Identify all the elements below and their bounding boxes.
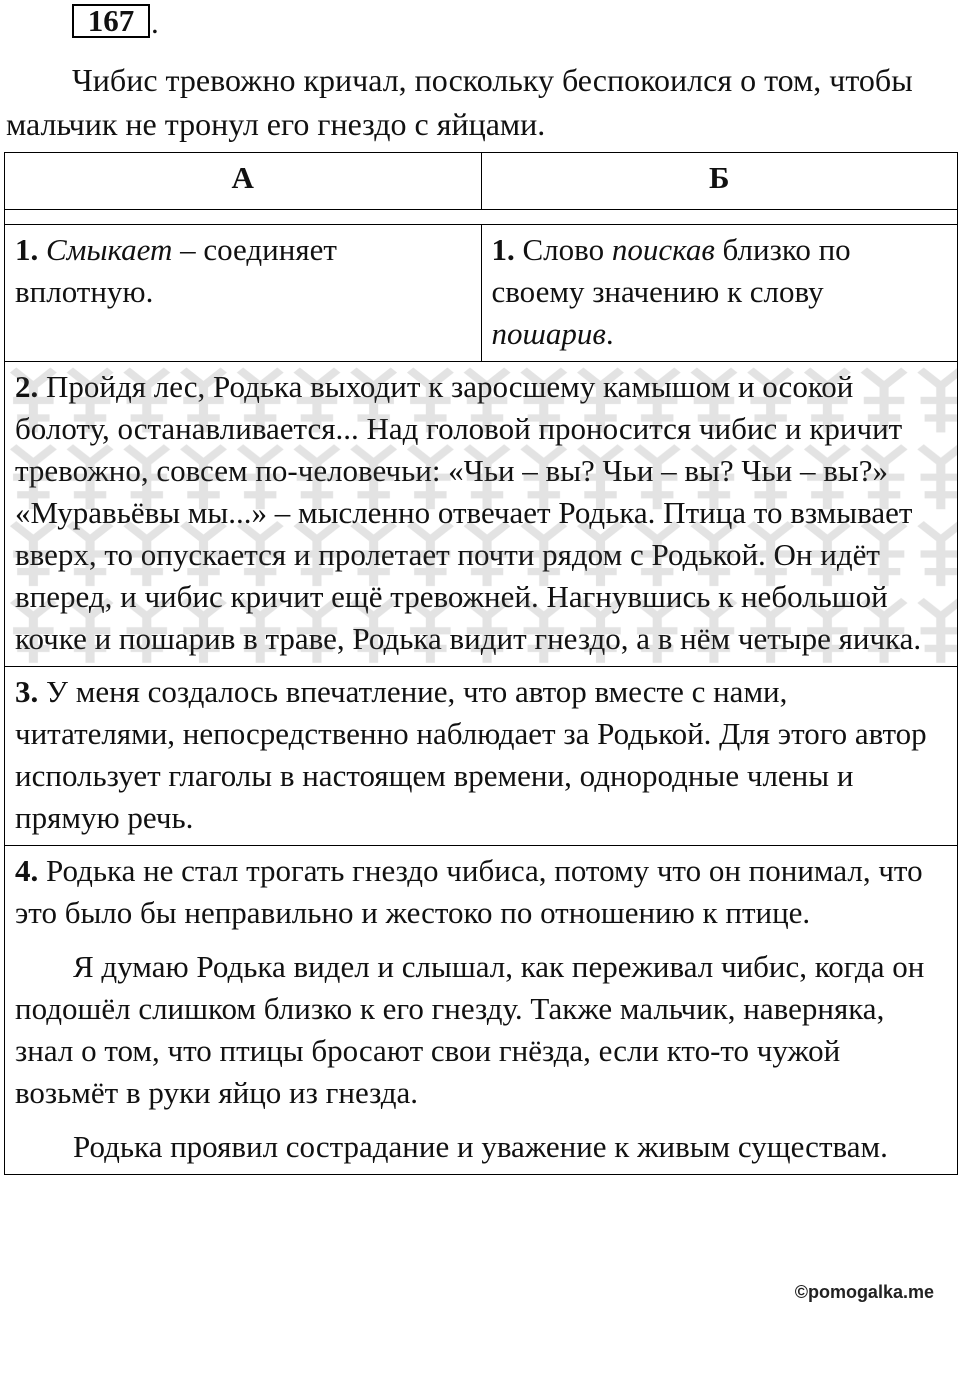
answer-table: [4, 152, 958, 1175]
answer-paragraph-1: [15, 850, 947, 934]
definition-text: – соединяет вплотную.: [15, 232, 337, 309]
item-number: 2.: [15, 369, 39, 404]
item-number: 4.: [15, 853, 39, 888]
term-posharev: пошарив: [491, 316, 606, 351]
answer-text: Родька не стал трогать гнездо чибиса, потому что он понимал, что это было бы неправильно и жестоко по отношению к птице.: [15, 853, 923, 930]
cell-a1: [5, 225, 482, 362]
task-number-dot: .: [151, 5, 159, 40]
text-fragment: близко по своему значению к слову: [491, 232, 851, 309]
task-intro: Чибис тревожно кричал, поскольку беспокоился о том, чтобы мальчик не тронул его гнездо с яйцами.: [6, 62, 913, 142]
table-row-4: [5, 846, 958, 1175]
cell-3: [5, 667, 958, 846]
table-gap: [5, 210, 958, 225]
table-row-3: [5, 667, 958, 846]
table-header-row: [5, 153, 958, 210]
item-number: 3.: [15, 674, 39, 709]
text-fragment: .: [605, 316, 614, 351]
text-fragment: Слово: [514, 232, 612, 267]
cell-2: [5, 362, 958, 667]
column-header-a: А: [5, 153, 482, 210]
table-row-1: [5, 225, 958, 362]
term-smykaet: Смыкает: [46, 232, 173, 267]
answer-paragraph-3: Родька проявил сострадание и уважение к живым существам.: [73, 1129, 888, 1164]
excerpt-text: Пройдя лес, Родька выходит к заросшему камышом и осокой болоту, останавливается... Над головой проносится чибис и кричит тревожно, совсем по-человечьи: «Чьи – вы? Чьи – вы? Чьи – вы?» «Муравьёвы мы...» – мысленно отвечает Родька. Птица то взмывает вверх, то опускается и пролетает почти рядом с Родькой. Он идёт вперед, и чибис кричит ещё тревожней. Нагнувшись к небольшой кочке и пошарив в траве, Родька видит гнездо, а в нём четыре яичка.: [15, 369, 922, 656]
item-number: 1.: [491, 232, 515, 267]
item-number: 1.: [15, 232, 39, 267]
column-header-b: Б: [481, 153, 958, 210]
cell-b1: [481, 225, 958, 362]
answer-text: У меня создалось впечатление, что автор вместе с нами, читателями, непосредственно наблюдает за Родькой. Для этого автор использует глаголы в настоящем времени, однородные члены и прямую речь.: [15, 674, 927, 835]
term-poiskav: поискав: [611, 232, 715, 267]
answer-paragraph-2: Я думаю Родька видел и слышал, как переживал чибис, когда он подошёл слишком близко к его гнезду. Также мальчик, наверняка, знал о том, что птицы бросают свои гнёзда, если кто-то чужой возьмёт в руки яйцо из гнезда.: [15, 949, 925, 1110]
task-number: 167: [72, 4, 150, 38]
cell-4: [5, 846, 958, 1175]
watermark-credit: ©pomogalka.me: [794, 1282, 934, 1302]
table-row-2: [5, 362, 958, 667]
